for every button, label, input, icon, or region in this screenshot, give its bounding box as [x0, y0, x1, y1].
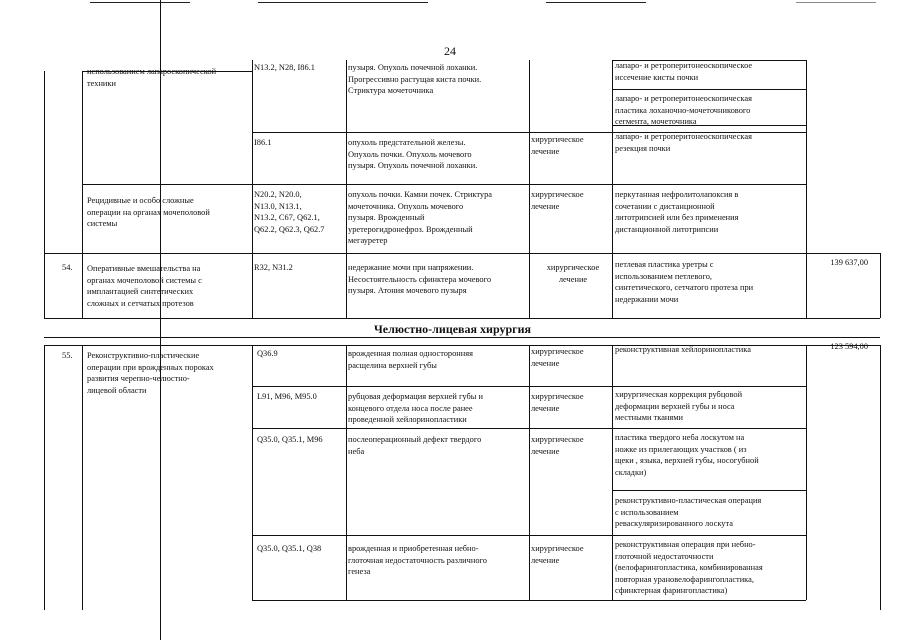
procedure-name-cell: использованием лапароскопической [87, 67, 217, 76]
icd-codes-cell: L91, M96, M95.0 [257, 392, 317, 401]
diagnosis-cell: мочеточника. Опухоль мочевого [348, 201, 464, 211]
treatment-method-cell: сегмента, мочеточника [615, 117, 697, 126]
section-title: Челюстно-лицевая хирургия [374, 322, 531, 336]
row-rule [44, 318, 880, 319]
scan-artifact-line [546, 2, 646, 3]
treatment-type-cell: лечение [531, 403, 560, 413]
icd-codes-cell: N20.2, N20.0, [254, 190, 302, 199]
treatment-type-cell: хирургическое [546, 263, 600, 272]
treatment-method-cell: иссечение кисты почки [615, 72, 699, 82]
diagnosis-cell: неба [348, 446, 365, 456]
diagnosis-cell: мегауретер [348, 236, 388, 245]
diagnosis-cell: концевого отдела носа после ранее [348, 403, 473, 413]
col-rule [529, 345, 530, 600]
procedure-name-cell: техники [87, 78, 116, 88]
page-number: 24 [444, 44, 456, 58]
treatment-method-cell: ножке из прилегающих участков ( из [615, 444, 747, 454]
col-rule [806, 345, 807, 600]
cell-rule [82, 184, 806, 185]
procedure-name-cell: Реконструктивно-пластические [87, 351, 200, 360]
treatment-method-cell: дистанционной литотрипсии [615, 224, 719, 234]
row-rule [44, 337, 880, 338]
treatment-method-cell: реконструктивная операция при небно- [615, 540, 756, 549]
diagnosis-cell: пузыря. Опухоль почечной лоханки. [348, 63, 478, 72]
col-rule [252, 60, 253, 318]
treatment-method-cell: синтетического, сетчатого протеза при [615, 283, 754, 292]
diagnosis-cell: послеоперационный дефект твердого [348, 435, 482, 444]
procedure-name-cell: системы [87, 219, 118, 228]
icd-codes-cell: Q35.0, Q35.1, M96 [257, 435, 323, 444]
cell-rule [612, 89, 806, 90]
col-rule [612, 345, 613, 600]
diagnosis-cell: пузыря. Атония мочевого пузыря [348, 286, 467, 295]
scan-artifact-line [90, 2, 190, 3]
treatment-method-cell: хирургическая коррекция рубцовой [615, 390, 743, 399]
diagnosis-cell: проведенной хейлоринопластики [348, 415, 467, 424]
procedure-name-cell: лицевой области [87, 385, 147, 395]
diagnosis-cell: рубцовая деформация верхней губы и [348, 392, 483, 401]
treatment-type-cell: лечение [531, 201, 560, 211]
col-rule [44, 71, 45, 318]
treatment-method-cell: сочетании с дистанционной [615, 201, 715, 211]
cost-cell: 123 594,00 [830, 342, 868, 351]
treatment-method-cell: лапаро- и ретроперитонеоскопическая [615, 132, 752, 141]
treatment-type-cell: лечение [531, 555, 560, 565]
diagnosis-cell: Опухоль почки. Опухоль мочевого [348, 149, 472, 159]
diagnosis-cell: врожденная и приобретенная небно- [348, 544, 479, 553]
treatment-type-cell: хирургическое [531, 347, 584, 356]
cell-rule [612, 490, 806, 491]
diagnosis-cell: Несостоятельность сфинктера мочевого [348, 274, 492, 284]
diagnosis-cell: пузыря. Врожденный [348, 213, 425, 222]
col-rule [529, 60, 530, 318]
diagnosis-cell: Прогрессивно растущая киста почки. [348, 74, 482, 84]
treatment-method-cell: реваскуляризированного лоскута [615, 519, 733, 528]
col-rule [880, 345, 881, 610]
diagnosis-cell: уретерогидронефроз. Врожденный [348, 224, 473, 234]
icd-codes-cell: N13.2, N28, I86.1 [254, 63, 315, 72]
treatment-type-cell: хирургическое [531, 544, 584, 553]
treatment-method-cell: недержании мочи [615, 294, 679, 304]
treatment-type-cell: хирургическое [531, 392, 584, 401]
treatment-method-cell: лапаро- и ретроперитонеоскопическое [615, 61, 753, 70]
procedure-name-cell: органах мочеполовой системы с [87, 275, 202, 285]
treatment-method-cell: использованием петлевого, [615, 271, 712, 281]
treatment-type-cell: хирургическое [531, 435, 584, 444]
procedure-name-cell: имплантацией синтетических [87, 287, 194, 296]
treatment-method-cell: реконструктивно-пластическая операция [615, 496, 762, 505]
procedure-name-cell: развития черепно-челюстно- [87, 374, 190, 383]
treatment-method-cell: сфинктерная фарингопластика) [615, 586, 728, 595]
diagnosis-cell: пузыря. Опухоль почечной лоханки. [348, 161, 478, 170]
treatment-method-cell: реконструктивная хейлоринопластика [615, 345, 751, 354]
diagnosis-cell: опухоль почки. Камни почек. Стриктура [348, 190, 492, 199]
procedure-name-cell: Рецидивные и особо сложные [87, 196, 194, 205]
diagnosis-cell: недержание мочи при напряжении. [348, 263, 474, 272]
procedure-name-cell: Оперативные вмешательства на [87, 264, 201, 273]
treatment-method-cell: лапаро- и ретроперитонеоскопическая [615, 94, 752, 103]
procedure-name-cell: сложных и сетчатых протезов [87, 298, 194, 308]
treatment-type-cell: лечение [558, 274, 588, 284]
scan-artifact-line [160, 0, 161, 640]
treatment-method-cell: деформации верхней губы и носа [615, 401, 735, 411]
col-rule [880, 253, 881, 318]
icd-codes-cell: Q35.0, Q35.1, Q38 [257, 544, 322, 553]
icd-codes-cell: N13.0, N13.1, [254, 201, 302, 211]
treatment-method-cell: щеки , языка, верхней губы, носогубной [615, 456, 759, 465]
row-number: 55. [62, 351, 73, 360]
icd-codes-cell: N13.2, C67, Q62.1, [254, 213, 320, 222]
diagnosis-cell: расщелина верхней губы [348, 360, 437, 370]
treatment-method-cell: пластика твердого неба лоскутом на [615, 433, 745, 442]
treatment-type-cell: хирургическое [531, 190, 584, 199]
row-number: 54. [62, 263, 73, 272]
col-rule [806, 60, 807, 318]
cost-cell: 139 637,00 [830, 258, 868, 267]
diagnosis-cell: опухоль предстательной железы. [348, 138, 466, 147]
treatment-type-cell: лечение [531, 358, 560, 368]
treatment-method-cell: складки) [615, 467, 647, 477]
diagnosis-cell: врожденная полная односторонняя [348, 349, 473, 358]
treatment-type-cell: лечение [531, 146, 560, 156]
procedure-name-cell: операции при врожденных пороках [87, 362, 214, 372]
treatment-method-cell: с использованием [615, 507, 679, 517]
treatment-type-cell: лечение [531, 446, 560, 456]
treatment-method-cell: местными тканями [615, 413, 684, 422]
scan-artifact-line [258, 2, 428, 3]
col-rule [82, 71, 83, 318]
diagnosis-cell: глоточная недостаточность различного [348, 555, 487, 565]
icd-codes-cell: R32, N31.2 [254, 263, 293, 272]
col-rule [346, 345, 347, 600]
treatment-method-cell: (велофарингопластика, комбинированная [615, 563, 763, 572]
diagnosis-cell: генеза [348, 567, 371, 576]
col-rule [82, 345, 83, 610]
treatment-method-cell: глоточной недостаточности [615, 551, 714, 561]
treatment-method-cell: перкутанная нефролитолапоксия в [615, 190, 739, 199]
icd-codes-cell: Q36.9 [257, 349, 278, 358]
cell-rule [252, 600, 806, 601]
treatment-method-cell: повторная урановелофарингопластика, [615, 574, 754, 584]
col-rule [346, 60, 347, 318]
treatment-method-cell: пластика лоханочно-мочеточникового [615, 105, 751, 115]
procedure-name-cell: операции на органах мочеполовой [87, 207, 210, 217]
col-rule [252, 345, 253, 600]
col-rule [44, 345, 45, 610]
row-rule [44, 253, 880, 254]
row-rule [44, 345, 880, 346]
diagnosis-cell: Стриктура мочеточника [348, 86, 434, 95]
icd-codes-cell: I86.1 [254, 138, 272, 147]
treatment-method-cell: петлевая пластика уретры с [615, 260, 714, 269]
icd-codes-cell: Q62.2, Q62.3, Q62.7 [254, 224, 325, 234]
treatment-method-cell: литотрипсией или без применения [615, 213, 739, 222]
treatment-type-cell: хирургическое [531, 135, 584, 144]
scan-artifact-line [796, 2, 876, 3]
treatment-method-cell: резекция почки [615, 143, 671, 153]
